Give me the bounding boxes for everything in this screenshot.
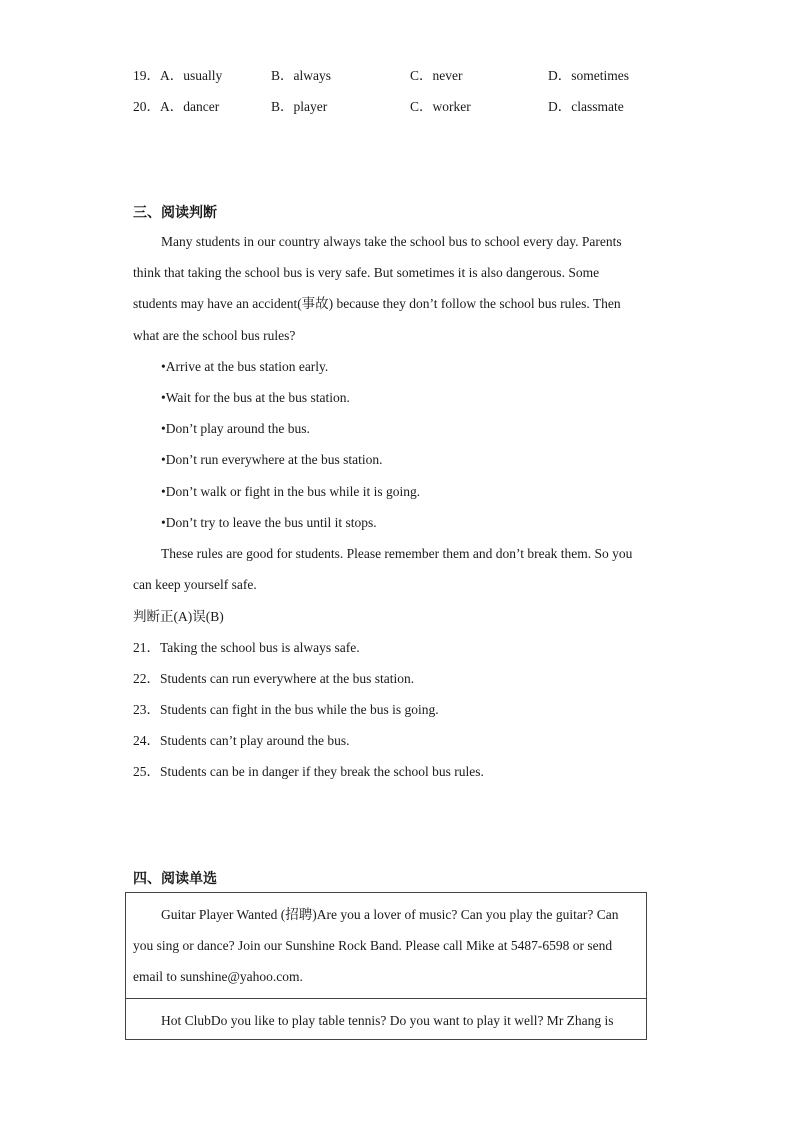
ad-line: Guitar Player Wanted (招聘)Are you a lover of music? Can you play the guitar? Can [161,907,619,922]
statement-21: 21．Taking the school bus is always safe. [133,640,360,655]
passage-line: think that taking the school bus is very safe. But sometimes it is also dangerous. Some [133,265,600,280]
option-d: D．sometimes [548,68,629,83]
closing-line: can keep yourself safe. [133,577,257,592]
rule-item: •Arrive at the bus station early. [161,359,329,374]
passage-line: Many students in our country always take the school bus to school every day. Parents [161,234,622,249]
question-number: 19． [133,68,160,83]
ad-line: you sing or dance? Join our Sunshine Rock Band. Please call Mike at 5487-6598 or send [133,938,613,953]
option-c: C．worker [410,99,471,114]
rule-item: •Don’t walk or fight in the bus while it is going. [161,484,421,499]
ad-guitar-player [126,893,646,999]
ad-line: email to sunshine@yahoo.com. [133,969,303,984]
statement-25: 25．Students can be in danger if they break the school bus rules. [133,764,484,779]
section-3-title: 三、阅读判断 [133,206,217,221]
question-number: 20． [133,99,160,114]
judgement-instruction: 判断正(A)误(B) [133,609,224,624]
statement-22: 22．Students can run everywhere at the bus station. [133,671,415,686]
option-d: D．classmate [548,99,624,114]
ads-table [125,892,647,1040]
section-4-title: 四、阅读单选 [133,872,217,887]
ad-hot-club [126,999,646,1039]
option-a: A．dancer [160,99,220,114]
statement-23: 23．Students can fight in the bus while the bus is going. [133,702,439,717]
passage-line: what are the school bus rules? [133,328,296,343]
rule-item: •Don’t try to leave the bus until it stops. [161,515,377,530]
closing-line: These rules are good for students. Please remember them and don’t break them. So you [161,546,633,561]
rule-item: •Wait for the bus at the bus station. [161,390,350,405]
ad-line: Hot ClubDo you like to play table tennis? Do you want to play it well? Mr Zhang is [161,1013,614,1028]
rule-item: •Don’t play around the bus. [161,421,310,436]
rule-item: •Don’t run everywhere at the bus station. [161,452,383,467]
option-b: B．always [271,68,331,83]
option-b: B．player [271,99,328,114]
option-a: A．usually [160,68,223,83]
option-c: C．never [410,68,463,83]
passage-line: students may have an accident(事故) because they don’t follow the school bus rules. Then [133,296,621,311]
statement-24: 24．Students can’t play around the bus. [133,733,350,748]
